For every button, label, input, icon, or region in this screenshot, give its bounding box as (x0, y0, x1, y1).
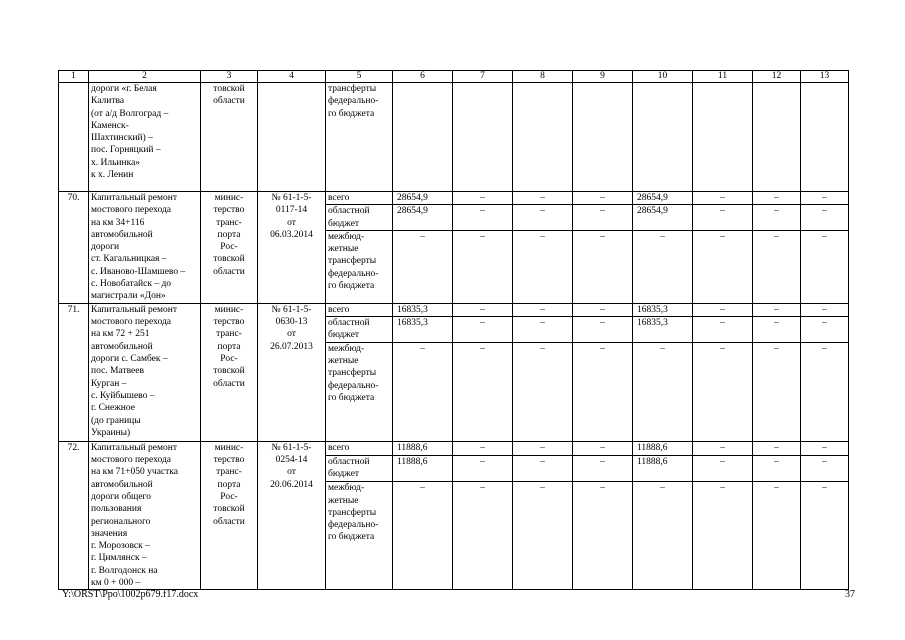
cont-owner-line: товской (213, 84, 245, 94)
value-v9: – (573, 230, 633, 303)
funding-source-line: всего (328, 442, 350, 453)
cont-col-12 (753, 83, 801, 192)
entry-name-line: автомобильной (91, 341, 153, 352)
funding-source-line: всего (328, 304, 350, 315)
value-v12: – (753, 192, 801, 205)
entry-owner-line: Рос- (220, 242, 238, 253)
funding-source-line: го бюджета (328, 392, 375, 403)
value-v8: – (513, 482, 573, 590)
entry-owner-line: терство (213, 317, 245, 328)
entry-name-line: Украины) (91, 427, 131, 438)
cont-num (59, 83, 89, 192)
value-v8: – (513, 342, 573, 441)
entry-owner-line: товской (213, 504, 245, 515)
entry-owner-line: минис- (214, 304, 244, 315)
value-v8: – (513, 205, 573, 231)
entry-name-line: автомобильной (91, 229, 153, 240)
entry-name-line: Капитальный ремонт (91, 442, 178, 453)
value-v6: 28654,9 (393, 192, 453, 205)
value-v6: 11888,6 (393, 441, 453, 455)
value-v10: 28654,9 (633, 192, 693, 205)
entry-document-line: 06.03.2014 (270, 229, 313, 240)
funding-source (326, 230, 393, 303)
cont-name-line: Каменск- (91, 120, 129, 131)
funding-source (326, 482, 393, 590)
entry-name-line: на км 72 + 251 (91, 329, 150, 340)
value-v9: – (573, 205, 633, 231)
entry-owner-line: минис- (214, 193, 244, 203)
entry-owner-line: терство (213, 205, 245, 216)
value-v10: 11888,6 (633, 455, 693, 482)
entry-document-line: № 61-1-5- (271, 304, 312, 315)
cont-col-6 (393, 83, 453, 192)
entry-owner-line: транс- (216, 329, 242, 340)
value-v12: – (753, 482, 801, 590)
funding-source-line: го бюджета (328, 281, 375, 292)
value-v13: – (801, 342, 849, 441)
funding-source-line: федерально- (328, 268, 379, 279)
entry-document-line: от (287, 217, 296, 228)
entry-name-line: г. Снежное (91, 403, 135, 414)
entry-name-line: Капитальный ремонт (91, 304, 178, 315)
funding-source (326, 205, 393, 231)
column-number-4: 4 (258, 71, 326, 83)
entry-name-line: (до границы (91, 415, 141, 426)
value-v10: – (633, 482, 693, 590)
entry-name-line: ст. Кагальницкая – (91, 254, 167, 265)
entry-number-line: 72. (67, 442, 80, 453)
funding-source-line: областной (328, 318, 370, 329)
value-v7: – (453, 441, 513, 455)
cont-name-line: Калитва (91, 96, 125, 107)
value-v12: – (753, 342, 801, 441)
value-v11: – (693, 205, 753, 231)
value-v13: – (801, 317, 849, 343)
entry-owner (201, 303, 258, 441)
value-v7: – (453, 482, 513, 590)
value-v13: – (801, 192, 849, 205)
column-number-6: 6 (393, 71, 453, 83)
value-v12: – (753, 303, 801, 316)
value-v11: – (693, 230, 753, 303)
entry-owner-line: Рос- (220, 491, 238, 502)
funding-source-line: межбюд- (328, 343, 365, 354)
funding-source-line: всего (328, 193, 350, 203)
budget-table (58, 70, 849, 590)
funding-source-line: трансферты (328, 368, 377, 379)
value-v13: – (801, 455, 849, 482)
value-v6: 16835,3 (393, 317, 453, 343)
value-v12: – (753, 455, 801, 482)
value-v7: – (453, 230, 513, 303)
cont-source-line: федерально- (328, 96, 379, 107)
entry-name-line: мостового перехода (91, 317, 172, 328)
cont-name (89, 83, 201, 192)
entry-document-line: от (287, 467, 296, 478)
value-v7: – (453, 455, 513, 482)
entry-document (258, 441, 326, 590)
entry-72-row-1 (59, 441, 849, 455)
cont-name-line: к х. Ленин (91, 170, 134, 181)
value-v8: – (513, 455, 573, 482)
entry-owner-line: Рос- (220, 354, 238, 365)
value-v8: – (513, 303, 573, 316)
entry-owner-line: порта (217, 479, 241, 490)
value-v10: 16835,3 (633, 303, 693, 316)
entry-owner-line: области (213, 378, 245, 389)
funding-source-line: бюджет (328, 218, 360, 229)
value-v9: – (573, 482, 633, 590)
funding-source (326, 317, 393, 343)
entry-owner-line: товской (213, 366, 245, 377)
entry-name-line: на км 71+050 участка (91, 467, 178, 478)
value-v13: – (801, 303, 849, 316)
entry-name-line: Капитальный ремонт (91, 193, 178, 203)
cont-name-line: пос. Горняцкий – (91, 145, 161, 156)
entry-70-row-1 (59, 192, 849, 205)
value-v12: – (753, 441, 801, 455)
funding-source-line: областной (328, 206, 370, 217)
entry-name-line: мостового перехода (91, 455, 172, 466)
value-v7: – (453, 303, 513, 316)
entry-document (258, 192, 326, 304)
value-v6: – (393, 482, 453, 590)
value-v10: – (633, 342, 693, 441)
value-v10: 11888,6 (633, 441, 693, 455)
cont-owner (201, 83, 258, 192)
value-v8: – (513, 230, 573, 303)
cont-col-13 (801, 83, 849, 192)
cont-col-9 (573, 83, 633, 192)
funding-source (326, 303, 393, 316)
entry-number-line: 71. (67, 304, 80, 315)
entry-owner (201, 441, 258, 590)
value-v13: – (801, 205, 849, 231)
page-number: 37 (845, 589, 855, 600)
entry-name-line: с. Иваново-Шамшево – (91, 266, 186, 277)
entry-name-line: пользования (91, 504, 142, 515)
continuation-row (59, 83, 849, 192)
entry-owner (201, 192, 258, 304)
column-number-12: 12 (753, 71, 801, 83)
cont-name-line: (от а/д Волгоград – (91, 108, 169, 119)
entry-owner-line: товской (213, 254, 245, 265)
value-v11: – (693, 342, 753, 441)
column-number-11: 11 (693, 71, 753, 83)
entry-number (59, 192, 89, 304)
column-number-9: 9 (573, 71, 633, 83)
column-number-3: 3 (201, 71, 258, 83)
funding-source-line: межбюд- (328, 483, 365, 494)
value-v12: – (753, 230, 801, 303)
entry-name-line: дороги (91, 242, 120, 253)
value-v7: – (453, 205, 513, 231)
column-number-header-row (59, 71, 849, 83)
value-v8: – (513, 441, 573, 455)
value-v13: – (801, 482, 849, 590)
entry-name-line: с. Новобатайск – до (91, 279, 172, 290)
entry-name (89, 192, 201, 304)
funding-source-line: жетные (328, 495, 359, 506)
entry-name-line: г. Волгодонск на (91, 565, 158, 576)
entry-owner-line: минис- (214, 442, 244, 453)
cont-source (326, 83, 393, 192)
cont-name-line: дороги «г. Белая (91, 84, 157, 94)
funding-source (326, 342, 393, 441)
column-number-5: 5 (326, 71, 393, 83)
cont-col-8 (513, 83, 573, 192)
value-v8: – (513, 317, 573, 343)
value-v9: – (573, 192, 633, 205)
value-v12: – (753, 317, 801, 343)
entry-name (89, 303, 201, 441)
value-v9: – (573, 455, 633, 482)
entry-document-line: 0254-14 (275, 455, 308, 466)
value-v11: – (693, 441, 753, 455)
value-v9: – (573, 317, 633, 343)
entry-number (59, 441, 89, 590)
cont-owner-line: области (213, 96, 245, 107)
entry-document-line: 0117-14 (275, 205, 308, 216)
funding-source-line: трансферты (328, 507, 377, 518)
value-v7: – (453, 317, 513, 343)
entry-name-line: автомобильной (91, 479, 153, 490)
value-v9: – (573, 441, 633, 455)
funding-source-line: жетные (328, 244, 359, 255)
value-v7: – (453, 192, 513, 205)
value-v6: 11888,6 (393, 455, 453, 482)
value-v8: – (513, 192, 573, 205)
entry-name-line: регионального (91, 516, 151, 527)
entry-owner-line: терство (213, 455, 245, 466)
value-v9: – (573, 342, 633, 441)
cont-col-10 (633, 83, 693, 192)
column-number-8: 8 (513, 71, 573, 83)
entry-name-line: дороги общего (91, 491, 151, 502)
entry-name-line: с. Куйбышево – (91, 390, 155, 401)
column-number-7: 7 (453, 71, 513, 83)
column-number-10: 10 (633, 71, 693, 83)
value-v13: – (801, 441, 849, 455)
entry-document-line: № 61-1-5- (271, 442, 312, 453)
entry-owner-line: порта (217, 341, 241, 352)
value-v11: – (693, 317, 753, 343)
column-number-13: 13 (801, 71, 849, 83)
value-v11: – (693, 192, 753, 205)
value-v6: 28654,9 (393, 205, 453, 231)
funding-source-line: федерально- (328, 380, 379, 391)
column-number-1: 1 (59, 71, 89, 83)
entry-document (258, 303, 326, 441)
funding-source-line: областной (328, 456, 370, 467)
value-v11: – (693, 455, 753, 482)
entry-name-line: г. Морозовск – (91, 541, 150, 552)
entry-name-line: значения (91, 528, 128, 539)
entry-name-line: на км 34+116 (91, 217, 145, 228)
entry-document-line: от (287, 329, 296, 340)
entry-owner-line: транс- (216, 217, 242, 228)
funding-source-line: межбюд- (328, 231, 365, 242)
entry-document-line: 0630-13 (275, 317, 308, 328)
value-v9: – (573, 303, 633, 316)
value-v10: – (633, 230, 693, 303)
file-path-footer: Y:\ORST\Ppo\1002p679.f17.docx (62, 589, 199, 600)
entry-name-line: г. Цимлянск – (91, 553, 147, 564)
value-v7: – (453, 342, 513, 441)
entry-name-line: магистрали «Дон» (91, 291, 166, 302)
entry-owner-line: области (213, 516, 245, 527)
entry-owner-line: порта (217, 229, 241, 240)
entry-owner-line: области (213, 266, 245, 277)
funding-source-line: федерально- (328, 520, 379, 531)
value-v13: – (801, 230, 849, 303)
entry-document-line: 20.06.2014 (270, 479, 313, 490)
cont-col-7 (453, 83, 513, 192)
value-v11: – (693, 303, 753, 316)
entry-name-line: мостового перехода (91, 205, 172, 216)
value-v6: – (393, 230, 453, 303)
value-v10: 28654,9 (633, 205, 693, 231)
entry-document-line: 26.07.2013 (270, 341, 313, 352)
cont-source-line: трансферты (328, 84, 377, 94)
value-v6: 16835,3 (393, 303, 453, 316)
funding-source-line: трансферты (328, 256, 377, 267)
funding-source (326, 441, 393, 455)
cont-doc (258, 83, 326, 192)
cont-name-line: Шахтинский) – (91, 133, 153, 144)
entry-owner-line: транс- (216, 467, 242, 478)
entry-document-line: № 61-1-5- (271, 193, 312, 203)
entry-71-row-1 (59, 303, 849, 316)
entry-number (59, 303, 89, 441)
cont-name-line: х. Ильинка» (91, 157, 141, 168)
entry-name-line: км 0 + 000 – (91, 578, 141, 589)
funding-source-line: бюджет (328, 330, 360, 341)
funding-source-line: го бюджета (328, 532, 375, 543)
value-v12: – (753, 205, 801, 231)
funding-source-line: жетные (328, 356, 359, 367)
entry-name-line: Курган – (91, 378, 127, 389)
cont-col-11 (693, 83, 753, 192)
funding-source (326, 192, 393, 205)
value-v6: – (393, 342, 453, 441)
entry-name (89, 441, 201, 590)
entry-name-line: дороги с. Самбек – (91, 354, 168, 365)
column-number-2: 2 (89, 71, 201, 83)
cont-source-line: го бюджета (328, 108, 375, 119)
value-v10: 16835,3 (633, 317, 693, 343)
entry-name-line: пос. Матвеев (91, 366, 144, 377)
entry-number-line: 70. (67, 193, 80, 203)
funding-source-line: бюджет (328, 468, 360, 479)
value-v11: – (693, 482, 753, 590)
funding-source (326, 455, 393, 482)
